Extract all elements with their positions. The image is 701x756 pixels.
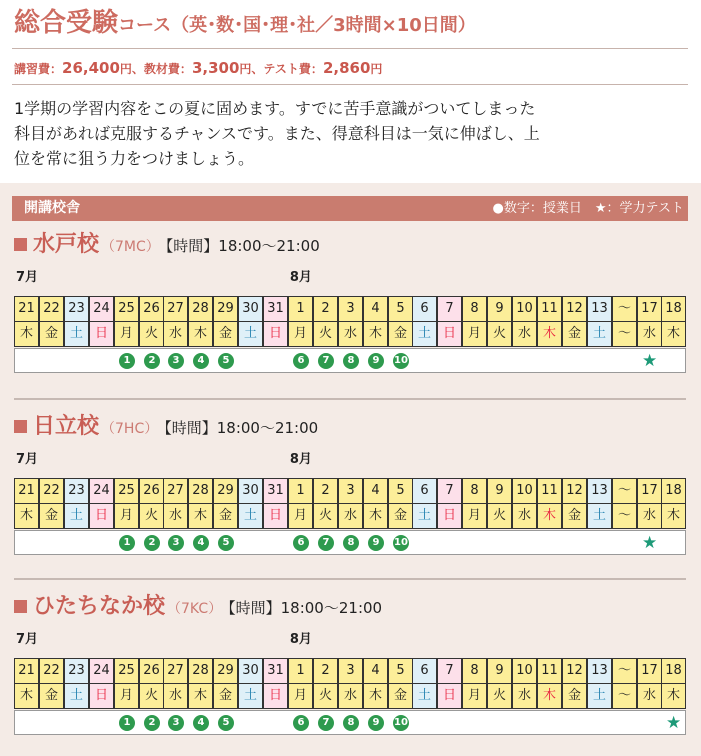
class-day-badge: 5 [218,353,234,369]
schedule-grid [14,478,686,556]
class-day-badge: 2 [144,715,160,731]
weekday-cell: 木 [14,503,39,529]
class-day-badge: 10 [393,353,409,369]
school-code: （7MC） [101,239,160,255]
weekday-cell: 木 [14,683,39,709]
weekday-cell: 木 [661,503,686,529]
weekday-cell: 火 [487,683,512,709]
test-star-icon: ★ [642,351,658,371]
weekday-cell: 金 [39,321,64,347]
class-day-badge: 7 [318,535,334,551]
class-time: 【時間】18:00～21:00 [228,599,383,617]
fee-material-label: 教材費： [143,62,192,76]
date-cell: 21 [14,658,39,684]
date-cell: 9 [487,658,512,684]
date-cell: 18 [661,296,686,322]
date-cell: 10 [512,296,537,322]
month-label-july: 7月 [16,632,39,647]
description-line: 科目があれば克服するチャンスです。また、得意科目は一気に伸ばし、上 [14,124,540,143]
weekday-cell: 火 [313,503,338,529]
weekday-cell: 日 [437,683,462,709]
date-cell: 18 [661,478,686,504]
fee-test-label: テスト費： [263,62,323,76]
weekday-cell: 金 [388,321,413,347]
date-cell: 17 [637,478,662,504]
course-description [14,96,694,171]
date-cell: 28 [188,658,213,684]
date-cell: 23 [64,658,89,684]
section-divider [14,578,686,580]
date-cell: 6 [412,296,437,322]
weekday-cell: 金 [39,503,64,529]
class-day-badge: 8 [343,353,359,369]
weekday-cell: 金 [388,683,413,709]
date-cell: 2 [313,658,338,684]
weekday-cell: 土 [412,503,437,529]
month-label-august: 8月 [289,632,312,647]
date-cell: 10 [512,478,537,504]
class-day-badge: 3 [168,535,184,551]
class-day-badge: 4 [193,715,209,731]
weekday-cell: 土 [238,683,263,709]
weekday-cell: 木 [537,321,562,347]
weekday-cell: 木 [188,503,213,529]
divider [12,48,688,49]
date-cell: 2 [313,296,338,322]
weekday-cell: 土 [238,503,263,529]
date-cell: 29 [213,296,238,322]
class-day-badge: 7 [318,353,334,369]
weekday-cell: ～ [612,321,637,347]
weekday-cell: 水 [637,503,662,529]
class-days-row [14,530,686,555]
class-day-badge: 1 [119,535,135,551]
description-line: 位を常に狙う力をつけましょう。 [14,149,255,168]
date-cell: 2 [313,478,338,504]
date-cell: 27 [163,296,188,322]
date-cell: 7 [437,296,462,322]
date-cell: 26 [139,478,164,504]
weekday-cell: 火 [139,321,164,347]
date-cell: 25 [114,296,139,322]
weekday-cell: 土 [238,321,263,347]
weekday-cell: 日 [263,503,288,529]
class-day-badge: 4 [193,535,209,551]
date-cell: 22 [39,478,64,504]
date-cell: 21 [14,296,39,322]
weekday-cell: 水 [163,321,188,347]
class-day-badge: 6 [293,715,309,731]
date-cell: 30 [238,478,263,504]
weekday-cell: 木 [661,321,686,347]
weekday-cell: 木 [14,321,39,347]
square-icon [14,600,27,613]
date-cell: 27 [163,478,188,504]
class-day-badge: 10 [393,535,409,551]
date-cell: 17 [637,296,662,322]
date-cell: 5 [388,478,413,504]
date-cell: ～ [612,658,637,684]
weekday-cell: 水 [637,321,662,347]
date-cell: 1 [288,296,313,322]
weekday-cell: 金 [213,683,238,709]
class-day-badge: 5 [218,535,234,551]
date-cell: 26 [139,296,164,322]
date-cell: 8 [462,658,487,684]
date-cell: 3 [338,478,363,504]
weekday-cell: 火 [139,683,164,709]
weekday-cell: 火 [313,321,338,347]
school-name: 日立校 [33,414,100,439]
weekday-cell: 金 [562,683,587,709]
weekday-cell: 水 [338,321,363,347]
class-day-badge: 5 [218,715,234,731]
date-cell: 13 [587,296,612,322]
class-day-badge: 10 [393,715,409,731]
banner-legend: ●数字：授業日 ★：学力テスト [492,201,684,216]
weekday-cell: 水 [512,321,537,347]
weekday-cell: 金 [213,321,238,347]
weekday-cell: 木 [661,683,686,709]
weekday-cell: 日 [263,683,288,709]
month-label-july: 7月 [16,270,39,285]
weekday-cell: 金 [562,503,587,529]
date-cell: 31 [263,478,288,504]
class-days-row [14,348,686,373]
date-cell: 29 [213,478,238,504]
weekday-cell: 水 [338,503,363,529]
date-cell: 13 [587,478,612,504]
weekday-cell: 日 [263,321,288,347]
weekday-cell: 土 [412,321,437,347]
date-cell: 8 [462,296,487,322]
weekday-cell: 火 [313,683,338,709]
date-cell: 24 [89,658,114,684]
square-icon [14,238,27,251]
date-cell: 7 [437,658,462,684]
date-cell: 21 [14,478,39,504]
date-cell: 31 [263,658,288,684]
date-cell: 3 [338,296,363,322]
date-cell: 22 [39,296,64,322]
school-name: 水戸校 [33,232,100,257]
campus-banner [12,196,688,221]
weekday-cell: 土 [412,683,437,709]
test-star-icon: ★ [642,533,658,553]
weekday-cell: 木 [363,321,388,347]
class-day-badge: 8 [343,715,359,731]
date-cell: 18 [661,658,686,684]
date-cell: 6 [412,478,437,504]
date-cell: 31 [263,296,288,322]
class-day-badge: 4 [193,353,209,369]
class-day-badge: 6 [293,353,309,369]
weekday-cell: 水 [338,683,363,709]
date-cell: 11 [537,296,562,322]
class-day-badge: 8 [343,535,359,551]
weekday-cell: 土 [64,503,89,529]
class-day-badge: 1 [119,353,135,369]
weekday-cell: ～ [612,683,637,709]
date-cell: 27 [163,658,188,684]
class-time: 【時間】18:00～21:00 [165,237,320,255]
date-cell: 24 [89,296,114,322]
weekday-cell: 火 [487,321,512,347]
fee-test-value: 2,860 [322,59,371,77]
test-star-icon: ★ [666,713,682,733]
date-cell: 24 [89,478,114,504]
weekday-cell: ～ [612,503,637,529]
weekday-cell: 土 [64,683,89,709]
date-cell: 3 [338,658,363,684]
date-cell: 12 [562,478,587,504]
fees-line [14,58,382,79]
weekday-cell: 水 [163,683,188,709]
weekday-cell: 水 [637,683,662,709]
fee-lesson-label: 講習費： [14,62,63,76]
date-cell: 22 [39,658,64,684]
school-heading [14,230,320,260]
date-cell: 23 [64,296,89,322]
class-day-badge: 1 [119,715,135,731]
date-cell: 12 [562,658,587,684]
weekday-cell: 水 [512,683,537,709]
course-title [14,4,476,42]
date-cell: 1 [288,658,313,684]
weekday-cell: 火 [487,503,512,529]
date-cell: 5 [388,658,413,684]
date-cell: 26 [139,658,164,684]
class-day-badge: 7 [318,715,334,731]
weekday-cell: 月 [288,321,313,347]
date-cell: ～ [612,296,637,322]
course-title-main: 総合受験 [14,8,119,38]
fee-lesson-unit: 円、 [119,62,144,76]
date-cell: 7 [437,478,462,504]
schedule-grid [14,296,686,374]
date-cell: 4 [363,296,388,322]
description-line: 1学期の学習内容をこの夏に固めます。すでに苦手意識がついてしまった [14,99,536,118]
weekday-cell: 月 [462,321,487,347]
weekday-cell: 月 [462,683,487,709]
date-cell: 23 [64,478,89,504]
weekday-cell: 日 [89,503,114,529]
date-cell: 30 [238,296,263,322]
class-day-badge: 9 [368,353,384,369]
date-cell: ～ [612,478,637,504]
date-cell: 8 [462,478,487,504]
weekday-cell: 木 [188,683,213,709]
weekday-cell: 日 [89,321,114,347]
section-divider [14,398,686,400]
date-cell: 1 [288,478,313,504]
date-cell: 4 [363,658,388,684]
weekday-cell: 月 [462,503,487,529]
date-cell: 11 [537,478,562,504]
banner-title: 開講校舎 [24,200,80,216]
weekday-cell: 日 [437,321,462,347]
date-cell: 10 [512,658,537,684]
school-heading [14,412,318,442]
weekday-cell: 木 [363,683,388,709]
weekday-cell: 木 [363,503,388,529]
class-day-badge: 3 [168,715,184,731]
class-day-badge: 2 [144,535,160,551]
month-label-august: 8月 [289,270,312,285]
month-label-july: 7月 [16,452,39,467]
weekday-cell: 金 [562,321,587,347]
school-name: ひたちなか校 [33,594,166,619]
weekday-cell: 金 [39,683,64,709]
date-cell: 29 [213,658,238,684]
square-icon [14,420,27,433]
date-cell: 9 [487,478,512,504]
school-code: （7HC） [101,421,159,437]
weekday-cell: 日 [89,683,114,709]
date-cell: 28 [188,296,213,322]
schedule-grid [14,658,686,736]
weekday-cell: 日 [437,503,462,529]
weekday-cell: 木 [537,683,562,709]
course-title-sub: コース（英･数･国･理･社／3時間×10日間） [118,15,476,36]
weekday-cell: 金 [213,503,238,529]
date-cell: 25 [114,658,139,684]
date-cell: 5 [388,296,413,322]
class-day-badge: 6 [293,535,309,551]
fee-lesson-value: 26,400 [62,59,120,77]
date-cell: 9 [487,296,512,322]
class-day-badge: 9 [368,535,384,551]
weekday-cell: 火 [139,503,164,529]
fee-material-unit: 円、 [239,62,264,76]
date-cell: 30 [238,658,263,684]
weekday-cell: 土 [587,683,612,709]
weekday-cell: 木 [188,321,213,347]
class-days-row [14,710,686,735]
date-cell: 28 [188,478,213,504]
class-day-badge: 3 [168,353,184,369]
weekday-cell: 土 [587,321,612,347]
date-cell: 11 [537,658,562,684]
class-time: 【時間】18:00～21:00 [164,419,319,437]
weekday-cell: 金 [388,503,413,529]
month-label-august: 8月 [289,452,312,467]
date-cell: 17 [637,658,662,684]
weekday-cell: 月 [114,683,139,709]
fee-material-value: 3,300 [191,59,240,77]
weekday-cell: 月 [114,503,139,529]
weekday-cell: 月 [288,503,313,529]
school-heading [14,592,382,622]
date-cell: 12 [562,296,587,322]
weekday-cell: 木 [537,503,562,529]
class-day-badge: 2 [144,353,160,369]
divider [12,84,688,85]
date-cell: 25 [114,478,139,504]
class-day-badge: 9 [368,715,384,731]
school-code: （7KC） [167,601,223,617]
date-cell: 13 [587,658,612,684]
date-cell: 6 [412,658,437,684]
fee-test-unit: 円 [370,62,383,76]
weekday-cell: 土 [64,321,89,347]
weekday-cell: 土 [587,503,612,529]
weekday-cell: 水 [163,503,188,529]
weekday-cell: 水 [512,503,537,529]
weekday-cell: 月 [288,683,313,709]
date-cell: 4 [363,478,388,504]
weekday-cell: 月 [114,321,139,347]
